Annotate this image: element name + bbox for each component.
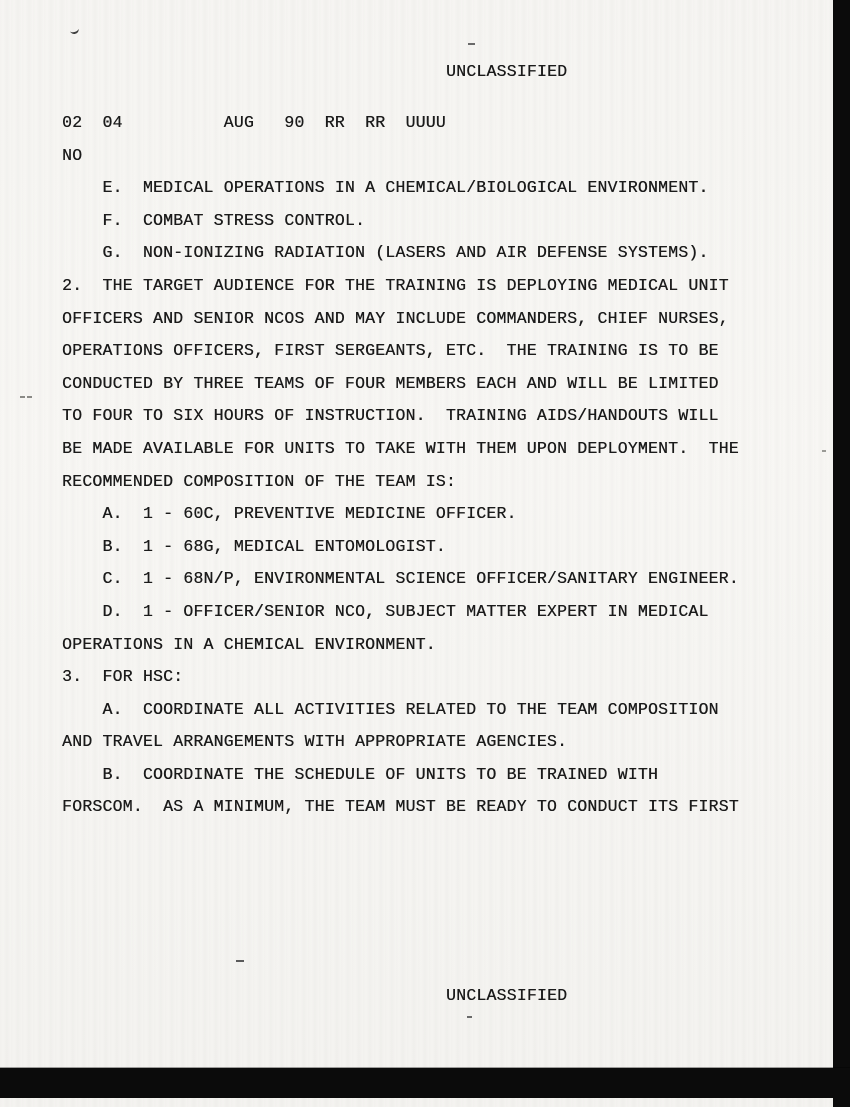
document-line: OPERATIONS IN A CHEMICAL ENVIRONMENT. [62,634,436,654]
document-line: 02 04 AUG 90 RR RR UUUU [62,113,446,132]
classification-footer: UNCLASSIFIED [446,986,568,1005]
document-line: E. MEDICAL OPERATIONS IN A CHEMICAL/BIOLOGICAL ENVIRONMENT. [62,178,709,198]
pen-mark-top-left [69,26,80,35]
document-line: NO [62,145,83,165]
document-line: A. 1 - 60C, PREVENTIVE MEDICINE OFFICER. [62,504,517,524]
document-line: C. 1 - 68N/P, ENVIRONMENTAL SCIENCE OFFICER/SANITARY ENGINEER. [62,569,739,589]
document-body [62,107,782,824]
document-line: 3. FOR HSC: [62,667,184,687]
scan-speck-lower [236,960,244,962]
document-line: OPERATIONS OFFICERS, FIRST SERGEANTS, ETC. THE TRAINING IS TO BE [62,341,719,361]
document-line: F. COMBAT STRESS CONTROL. [62,210,366,230]
document-line: 2. THE TARGET AUDIENCE FOR THE TRAINING IS DEPLOYING MEDICAL UNIT [62,275,729,295]
scan-edge-bottom [0,1068,850,1098]
document-line: B. COORDINATE THE SCHEDULE OF UNITS TO BE TRAINED WITH [62,764,658,784]
scan-edge-right [833,0,850,1107]
scan-speck-left-margin [27,396,32,398]
document-line: AND TRAVEL ARRANGEMENTS WITH APPROPRIATE AGENCIES. [62,732,568,752]
document-line: D. 1 - OFFICER/SENIOR NCO, SUBJECT MATTER EXPERT IN MEDICAL [62,601,709,621]
scan-speck-above-header [468,43,475,45]
document-line: A. COORDINATE ALL ACTIVITIES RELATED TO THE TEAM COMPOSITION [62,699,719,719]
document-line: FORSCOM. AS A MINIMUM, THE TEAM MUST BE READY TO CONDUCT ITS FIRST [62,797,739,817]
document-line: B. 1 - 68G, MEDICAL ENTOMOLOGIST. [62,536,446,556]
scan-speck-below-footer [467,1016,472,1018]
document-line: TO FOUR TO SIX HOURS OF INSTRUCTION. TRAINING AIDS/HANDOUTS WILL [62,406,719,426]
document-line: G. NON-IONIZING RADIATION (LASERS AND AIR DEFENSE SYSTEMS). [62,243,709,263]
document-line: OFFICERS AND SENIOR NCOS AND MAY INCLUDE COMMANDERS, CHIEF NURSES, [62,308,729,328]
document-line: BE MADE AVAILABLE FOR UNITS TO TAKE WITH THEM UPON DEPLOYMENT. THE [62,438,739,458]
document-line: CONDUCTED BY THREE TEAMS OF FOUR MEMBERS EACH AND WILL BE LIMITED [62,373,719,393]
classification-header: UNCLASSIFIED [446,62,568,81]
scan-speck-left-margin [20,396,25,398]
scan-speck-right-margin [822,450,826,452]
document-line: RECOMMENDED COMPOSITION OF THE TEAM IS: [62,471,456,491]
